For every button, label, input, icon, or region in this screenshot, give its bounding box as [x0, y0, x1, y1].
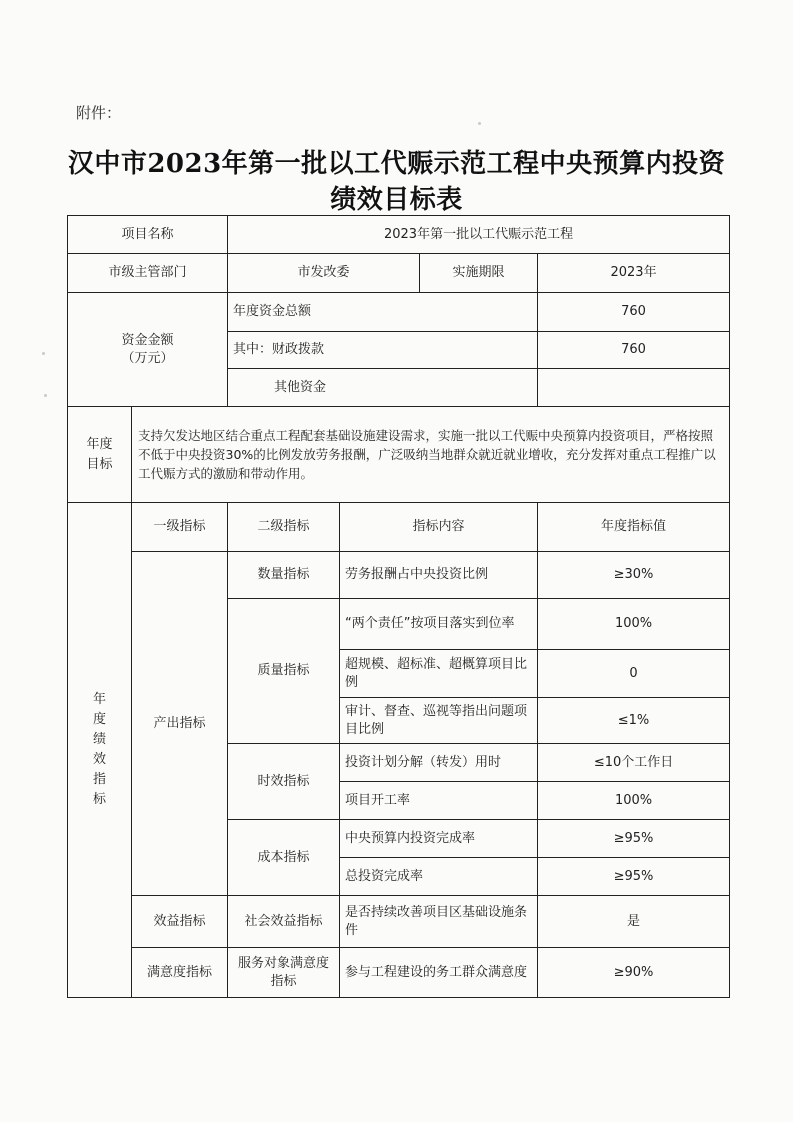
page-title-line2: 绩效目标表	[330, 185, 463, 215]
benefit-indicator-label: 效益指标	[132, 896, 228, 948]
annual-goal-label: 年度 目标	[68, 407, 132, 503]
fund-other-value	[538, 369, 730, 407]
indicator-content: 总投资完成率	[340, 858, 538, 896]
indicator-value: 100%	[538, 782, 730, 820]
dept-label: 市级主管部门	[68, 254, 228, 293]
fund-total-label: 年度资金总额	[228, 293, 538, 332]
cost-indicator-label: 成本指标	[228, 820, 340, 896]
fund-fiscal-value: 760	[538, 332, 730, 369]
header-level2: 二级指标	[228, 503, 340, 552]
fund-fiscal-label: 其中：财政拨款	[228, 332, 538, 369]
performance-goal-table	[67, 215, 730, 998]
page-title-line1: 汉中市2023年第一批以工代赈示范工程中央预算内投资	[67, 149, 726, 179]
indicator-content: 参与工程建设的务工群众满意度	[340, 948, 538, 998]
table-row	[68, 552, 730, 599]
period-value: 2023年	[538, 254, 730, 293]
dept-value-text: 市发改委	[228, 254, 420, 292]
indicator-value: 0	[538, 650, 730, 698]
indicator-content: 项目开工率	[340, 782, 538, 820]
header-level1: 一级指标	[132, 503, 228, 552]
indicator-content: 劳务报酬占中央投资比例	[340, 552, 538, 599]
indicator-content: 是否持续改善项目区基础设施条件	[340, 896, 538, 948]
fund-label-line2: （万元）	[121, 350, 174, 366]
indicator-value: ≥90%	[538, 948, 730, 998]
satisfaction-indicator-label: 满意度指标	[132, 948, 228, 998]
fund-other-label: 其他资金	[228, 369, 538, 407]
project-name-row	[68, 216, 730, 254]
indicator-content: 超规模、超标准、超概算项目比例	[340, 650, 538, 698]
indicator-value: ≤1%	[538, 698, 730, 744]
table-row	[68, 896, 730, 948]
indicator-value: ≥95%	[538, 820, 730, 858]
timeliness-indicator-label: 时效指标	[228, 744, 340, 820]
annual-goal-row	[68, 407, 730, 503]
indicator-content: “两个责任”按项目落实到位率	[340, 599, 538, 650]
fund-row-total	[68, 293, 730, 332]
indicator-value: ≥95%	[538, 858, 730, 896]
performance-indicator-label: 年 度 绩 效 指 标	[68, 503, 132, 998]
project-name-label: 项目名称	[68, 216, 228, 254]
scan-speck	[42, 352, 45, 355]
scan-speck	[478, 122, 481, 125]
period-label: 实施期限	[452, 265, 505, 280]
indicator-value: ≤10个工作日	[538, 744, 730, 782]
indicator-header-row	[68, 503, 730, 552]
indicator-content: 审计、督查、巡视等指出问题项目比例	[340, 698, 538, 744]
indicator-content: 中央预算内投资完成率	[340, 820, 538, 858]
fund-label-line1: 资金金额	[121, 332, 174, 348]
header-content: 指标内容	[340, 503, 538, 552]
service-satisfaction-label: 服务对象满意度指标	[228, 948, 340, 998]
table-row	[68, 948, 730, 998]
indicator-content: 投资计划分解（转发）用时	[340, 744, 538, 782]
quality-indicator-label: 质量指标	[228, 599, 340, 744]
project-name-value: 2023年第一批以工代赈示范工程	[228, 216, 730, 254]
social-benefit-label: 社会效益指标	[228, 896, 340, 948]
annual-goal-text: 支持欠发达地区结合重点工程配套基础设施建设需求，实施一批以工代赈中央预算内投资项目，严格按照不低于中央投资30%的比例发放劳务报酬，广泛吸纳当地群众就近就业增收，充分发挥对重点工程推广以工代赈方式的激励和带动作用。	[132, 407, 730, 503]
quantity-indicator-label: 数量指标	[228, 552, 340, 599]
indicator-value: 是	[538, 896, 730, 948]
attachment-label: 附件：	[76, 104, 122, 122]
dept-value	[228, 254, 538, 293]
header-value: 年度指标值	[538, 503, 730, 552]
scan-speck	[44, 394, 47, 397]
fund-total-value: 760	[538, 293, 730, 332]
indicator-value: ≥30%	[538, 552, 730, 599]
indicator-value: 100%	[538, 599, 730, 650]
fund-label	[68, 293, 228, 407]
department-row	[68, 254, 730, 293]
output-indicator-label: 产出指标	[132, 552, 228, 896]
